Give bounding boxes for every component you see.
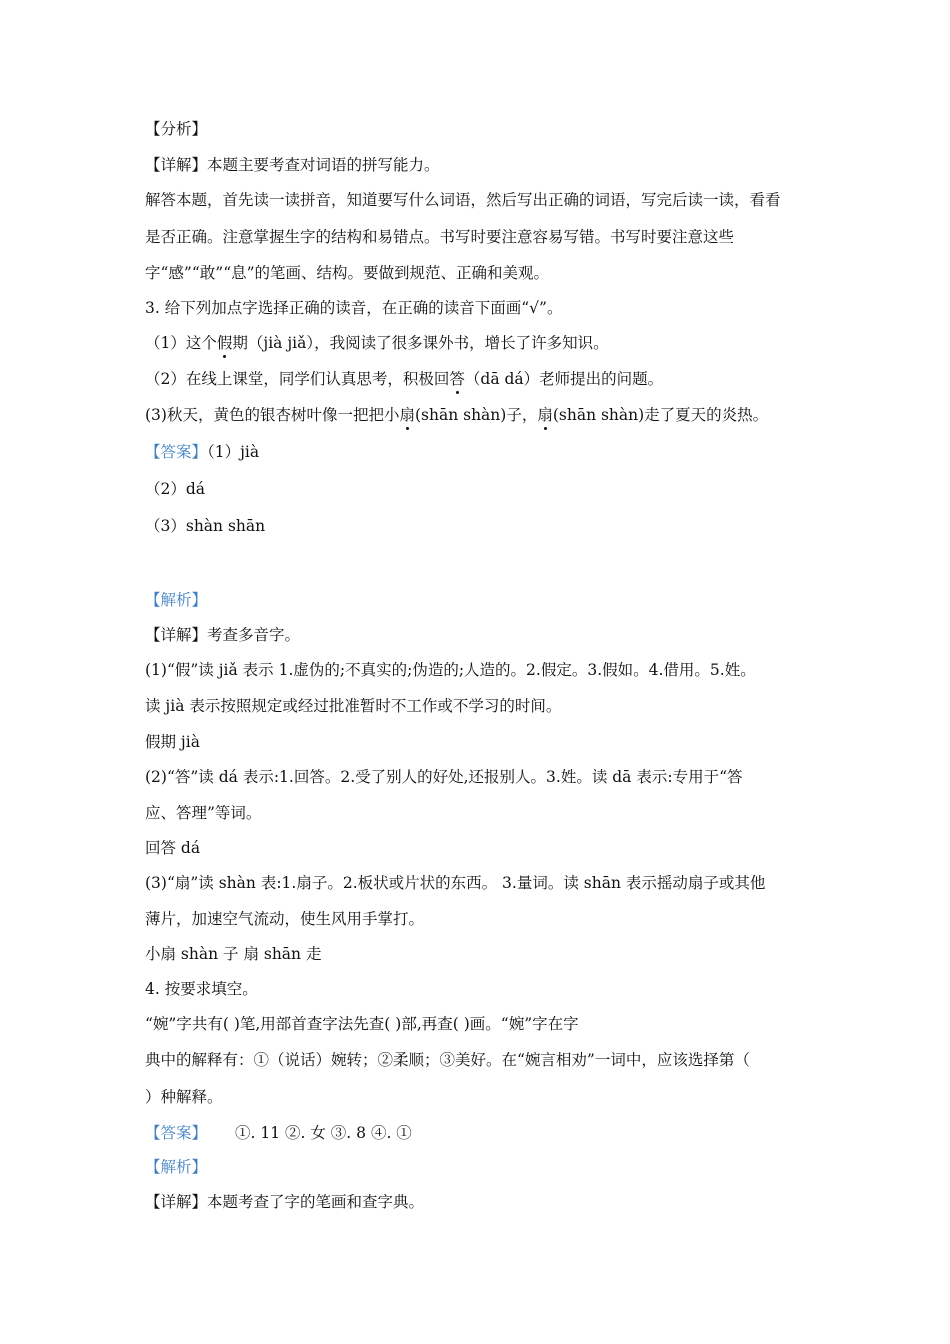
answer-tag: 【答案】 — [145, 1124, 208, 1142]
detail-line: 【详解】考查多音字。 — [145, 626, 301, 644]
explanation-line: 小扇 shàn 子 扇 shān 走 — [145, 945, 322, 963]
dotted-character: 假 — [216, 334, 233, 352]
question-3-title: 3. 给下列加点字选择正确的读音，在正确的读音下面画“√”。 — [145, 299, 563, 317]
explanation-line: (1)“假”读 jiǎ 表示 1.虚伪的;不真实的;伪造的;人造的。2.假定。3.假如。4.借用。5.姓。 — [145, 661, 756, 679]
explanation-line: 薄片，加速空气流动，使生风用手掌打。 — [145, 910, 425, 928]
explanation-line: (2)“答”读 dá 表示:1.回答。2.受了别人的好处,还报别人。3.姓。读 dā 表示:专用于“答 — [145, 768, 743, 786]
question-4-line: ）种解释。 — [145, 1088, 223, 1106]
question-3-item-2: （2）在线上课堂，同学们认真思考，积极回答（dā dá）老师提出的问题。 — [145, 370, 664, 388]
explanation-line: 读 jià 表示按照规定或经过批准暂时不工作或不学习的时间。 — [145, 697, 562, 715]
answer-line: （2）dá — [145, 480, 206, 498]
explanation-line: 是否正确。注意掌握生字的结构和易错点。书写时要注意容易写错。书写时要注意这些 — [145, 228, 735, 246]
explanation-line: 应、答理”等词。 — [145, 804, 262, 822]
answer-line: 【答案】 ①. 11 ②. 女 ③. 8 ④. ① — [145, 1124, 412, 1142]
analysis-heading: 【分析】 — [145, 120, 208, 138]
analysis-tag: 【解析】 — [145, 591, 208, 609]
explanation-line: 假期 jià — [145, 733, 200, 751]
explanation-line: 字“感”“敢”“息”的笔画、结构。要做到规范、正确和美观。 — [145, 264, 550, 282]
dotted-character: 扇 — [537, 406, 553, 424]
question-4-line: “婉”字共有( )笔,用部首查字法先查( )部,再查( )画。“婉”字在字 — [145, 1015, 579, 1033]
dotted-character: 扇 — [399, 406, 415, 424]
explanation-line: 解答本题，首先读一读拼音，知道要写什么词语，然后写出正确的词语，写完后读一读，看看 — [145, 191, 781, 209]
question-4-title: 4. 按要求填空。 — [145, 980, 258, 998]
answer-line: 【答案】（1）jià — [145, 443, 260, 461]
dotted-character: 答 — [449, 370, 465, 388]
question-3-item-1: （1）这个假期（jià jiǎ），我阅读了很多课外书，增长了许多知识。 — [145, 334, 609, 352]
analysis-tag: 【解析】 — [145, 1158, 208, 1176]
explanation-line: 回答 dá — [145, 839, 201, 857]
question-4-line: 典中的解释有：①（说话）婉转；②柔顺；③美好。在“婉言相劝”一词中，应该选择第（ — [145, 1051, 750, 1069]
question-3-item-3: (3)秋天，黄色的银杏树叶像一把把小扇(shān shàn)子，扇(shān shàn)走了夏天的炎热。 — [145, 406, 769, 424]
detail-line: 【详解】本题主要考查对词语的拼写能力。 — [145, 156, 440, 174]
answer-line: （3）shàn shān — [145, 517, 266, 535]
explanation-line: (3)“扇”读 shàn 表:1.扇子。2.板状或片状的东西。 3.量词。读 shān 表示摇动扇子或其他 — [145, 874, 766, 892]
answer-tag: 【答案】 — [145, 443, 208, 461]
detail-line: 【详解】本题考查了字的笔画和查字典。 — [145, 1193, 425, 1211]
